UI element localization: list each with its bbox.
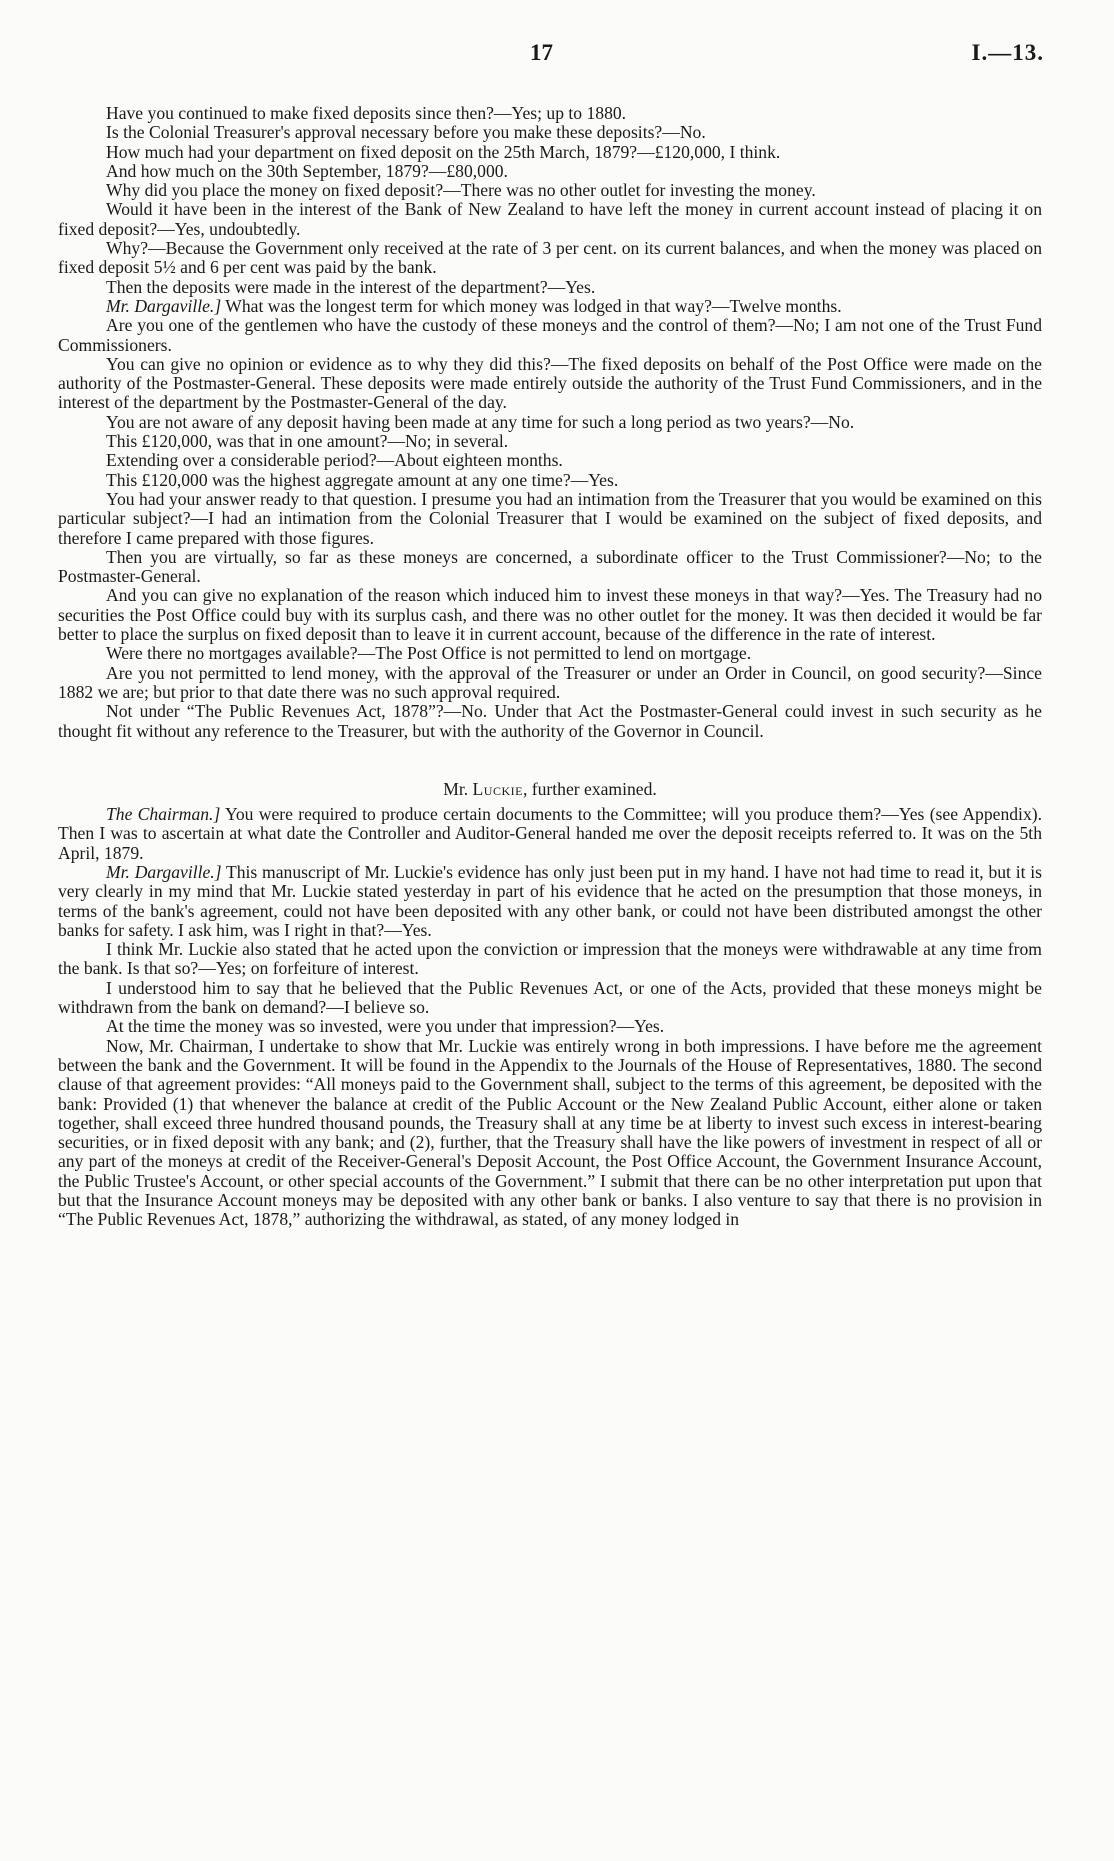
evidence-after-heading: [58, 805, 1042, 1230]
paragraph: [58, 123, 1042, 142]
page-number: 17: [530, 40, 553, 65]
paragraph: [58, 940, 1042, 979]
paragraph: [58, 200, 1042, 239]
paragraph: [58, 162, 1042, 181]
paragraph: [58, 979, 1042, 1018]
heading-prefix: Mr.: [443, 778, 473, 799]
heading-witness-name: Luckie: [472, 778, 523, 799]
paragraph-text: You are not aware of any deposit having been made at any time for such a long period as two years?—No.: [106, 411, 855, 432]
paragraph: [58, 586, 1042, 644]
paragraph-text: And you can give no explanation of the reason which induced him to invest these moneys in that way?—Yes. The Treasury had no securities the Post Office could buy with its surplus cash, and there was no other outlet for the money. It was then decided it would be far better to place the surplus on fixed deposit than to leave it in current account, because of the difference in the rate of interest.: [58, 585, 1042, 645]
paragraph-text: Why did you place the money on fixed deposit?—There was no other outlet for investing the money.: [106, 180, 816, 201]
paragraph: [58, 548, 1042, 587]
speaker-label: Mr. Dargaville.]: [106, 861, 222, 882]
paragraph-text: Now, Mr. Chairman, I undertake to show that Mr. Luckie was entirely wrong in both impressions. I have before me the agreement between the bank and the Government. It will be found in the Appendix to the Journals of the House of Representatives, 1880. The second clause of that agreement provides: “All moneys paid to the Government shall, subject to the terms of this agreement, be deposited with the bank: Provided (1) that whenever the balance at credit of the Public Account or the New Zealand Public Account, either alone or taken together, shall exceed three hundred thousand pounds, the Treasury shall at any time be at liberty to invest such excess in interest-bearing securities, or in fixed deposit with any bank; and (2), further, that the Treasury shall have the like powers of investment in respect of all or any part of the moneys at credit of the Receiver-General's Deposit Account, the Post Office Account, the Government Insurance Account, the Public Trustee's Account, or other special accounts of the Government.” I submit that there can be no other interpretation put upon that but that the Insurance Account moneys may be deposited with any other bank or banks. I also venture to say that there is no provision in “The Public Revenues Act, 1878,” authorizing the withdrawal, as stated, of any money lodged in: [58, 1035, 1042, 1230]
paragraph-text: I understood him to say that he believed that the Public Revenues Act, or one of the Acts, provided that these moneys might be withdrawn from the bank on demand?—I believe so.: [58, 977, 1042, 1018]
paragraph-text: And how much on the 30th September, 1879?—£80,000.: [106, 160, 508, 181]
paragraph: [58, 451, 1042, 470]
paragraph: [58, 239, 1042, 278]
paragraph-text: Then you are virtually, so far as these moneys are concerned, a subordinate officer to the Trust Commissioner?—No; to the Postmaster-General.: [58, 546, 1042, 587]
paragraph-text: This manuscript of Mr. Luckie's evidence has only just been put in my hand. I have not had time to read it, but it is very clearly in my mind that Mr. Luckie stated yesterday in part of his evidence that he acted on the presumption that those moneys, in terms of the bank's agreement, could not have been deposited with any other bank, or could not have been distributed amongst the other banks for safety. I ask him, was I right in that?—Yes.: [58, 861, 1042, 940]
paragraph: [58, 1017, 1042, 1036]
paragraph: [58, 863, 1042, 940]
paragraph: [58, 104, 1042, 123]
paragraph-text: Is the Colonial Treasurer's approval necessary before you make these deposits?—No.: [106, 122, 706, 143]
paragraph: [58, 143, 1042, 162]
paragraph: [58, 432, 1042, 451]
paragraph-text: Then the deposits were made in the interest of the department?—Yes.: [106, 276, 596, 297]
paragraph-text: This £120,000 was the highest aggregate amount at any one time?—Yes.: [106, 469, 619, 490]
paragraph: [58, 297, 1042, 316]
evidence-before-heading: [58, 104, 1042, 741]
section-heading: [58, 780, 1042, 799]
paragraph-text: How much had your department on fixed deposit on the 25th March, 1879?—£120,000, I think.: [106, 141, 781, 162]
paragraph: [58, 490, 1042, 548]
paragraph-text: Have you continued to make fixed deposits since then?—Yes; up to 1880.: [106, 103, 627, 123]
paragraph: [58, 413, 1042, 432]
paragraph: [58, 181, 1042, 200]
paragraph: [58, 471, 1042, 490]
paragraph-text: You had your answer ready to that question. I presume you had an intimation from the Treasurer that you would be examined on this particular subject?—I had an intimation from the Colonial Treasurer that I would be examined on the subject of fixed deposits, and therefore I came prepared with those figures.: [58, 488, 1042, 548]
paragraph-text: You can give no opinion or evidence as to why they did this?—The fixed deposits on behalf of the Post Office were made on the authority of the Postmaster-General. These deposits were made entirely outside the authority of the Trust Fund Commissioners, and in the interest of the department by the Postmaster-General of the day.: [58, 353, 1042, 413]
document-reference: I.—13.: [971, 40, 1044, 65]
paragraph: [58, 702, 1042, 741]
paragraph-text: Not under “The Public Revenues Act, 1878”?—No. Under that Act the Postmaster-General could invest in such security as he thought fit without any reference to the Treasurer, but with the authority of the Governor in Council.: [58, 701, 1042, 741]
page-body: [58, 104, 1042, 1230]
paragraph-text: Why?—Because the Government only received at the rate of 3 per cent. on its current balances, and when the money was placed on fixed deposit 5½ and 6 per cent was paid by the bank.: [58, 238, 1042, 278]
paragraph: [58, 355, 1042, 413]
paragraph: [58, 644, 1042, 663]
speaker-label: The Chairman.]: [106, 804, 221, 825]
paragraph: [58, 1037, 1042, 1230]
paragraph-text: You were required to produce certain documents to the Committee; will you produce them?—Yes (see Appendix). Then I was to ascertain at what date the Controller and Auditor-General handed me over the deposit receipts referred to. It was on the 5th April, 1879.: [58, 804, 1042, 863]
heading-suffix: , further examined.: [522, 778, 657, 799]
paragraph: [58, 316, 1042, 355]
paragraph-text: Extending over a considerable period?—About eighteen months.: [106, 450, 563, 471]
paragraph-text: Were there no mortgages available?—The Post Office is not permitted to lend on mortgage.: [106, 643, 752, 664]
paragraph-text: What was the longest term for which money was lodged in that way?—Twelve months.: [221, 295, 842, 316]
paragraph-text: Are you one of the gentlemen who have the custody of these moneys and the control of them?—No; I am not one of the Trust Fund Commissioners.: [58, 315, 1042, 355]
paragraph-text: Would it have been in the interest of the Bank of New Zealand to have left the money in current account instead of placing it on fixed deposit?—Yes, undoubtedly.: [58, 199, 1042, 239]
paragraph: [58, 664, 1042, 703]
paragraph-text: I think Mr. Luckie also stated that he acted upon the conviction or impression that the moneys were withdrawable at any time from the bank. Is that so?—Yes; on forfeiture of interest.: [58, 939, 1042, 979]
speaker-label: Mr. Dargaville.]: [106, 295, 222, 316]
paragraph: [58, 278, 1042, 297]
paragraph-text: This £120,000, was that in one amount?—No; in several.: [106, 431, 509, 452]
paragraph: [58, 805, 1042, 863]
paragraph-text: At the time the money was so invested, were you under that impression?—Yes.: [106, 1016, 665, 1037]
paragraph-text: Are you not permitted to lend money, with the approval of the Treasurer or under an Order in Council, on good security?—Since 1882 we are; but prior to that date there was no such approval required.: [58, 662, 1042, 702]
